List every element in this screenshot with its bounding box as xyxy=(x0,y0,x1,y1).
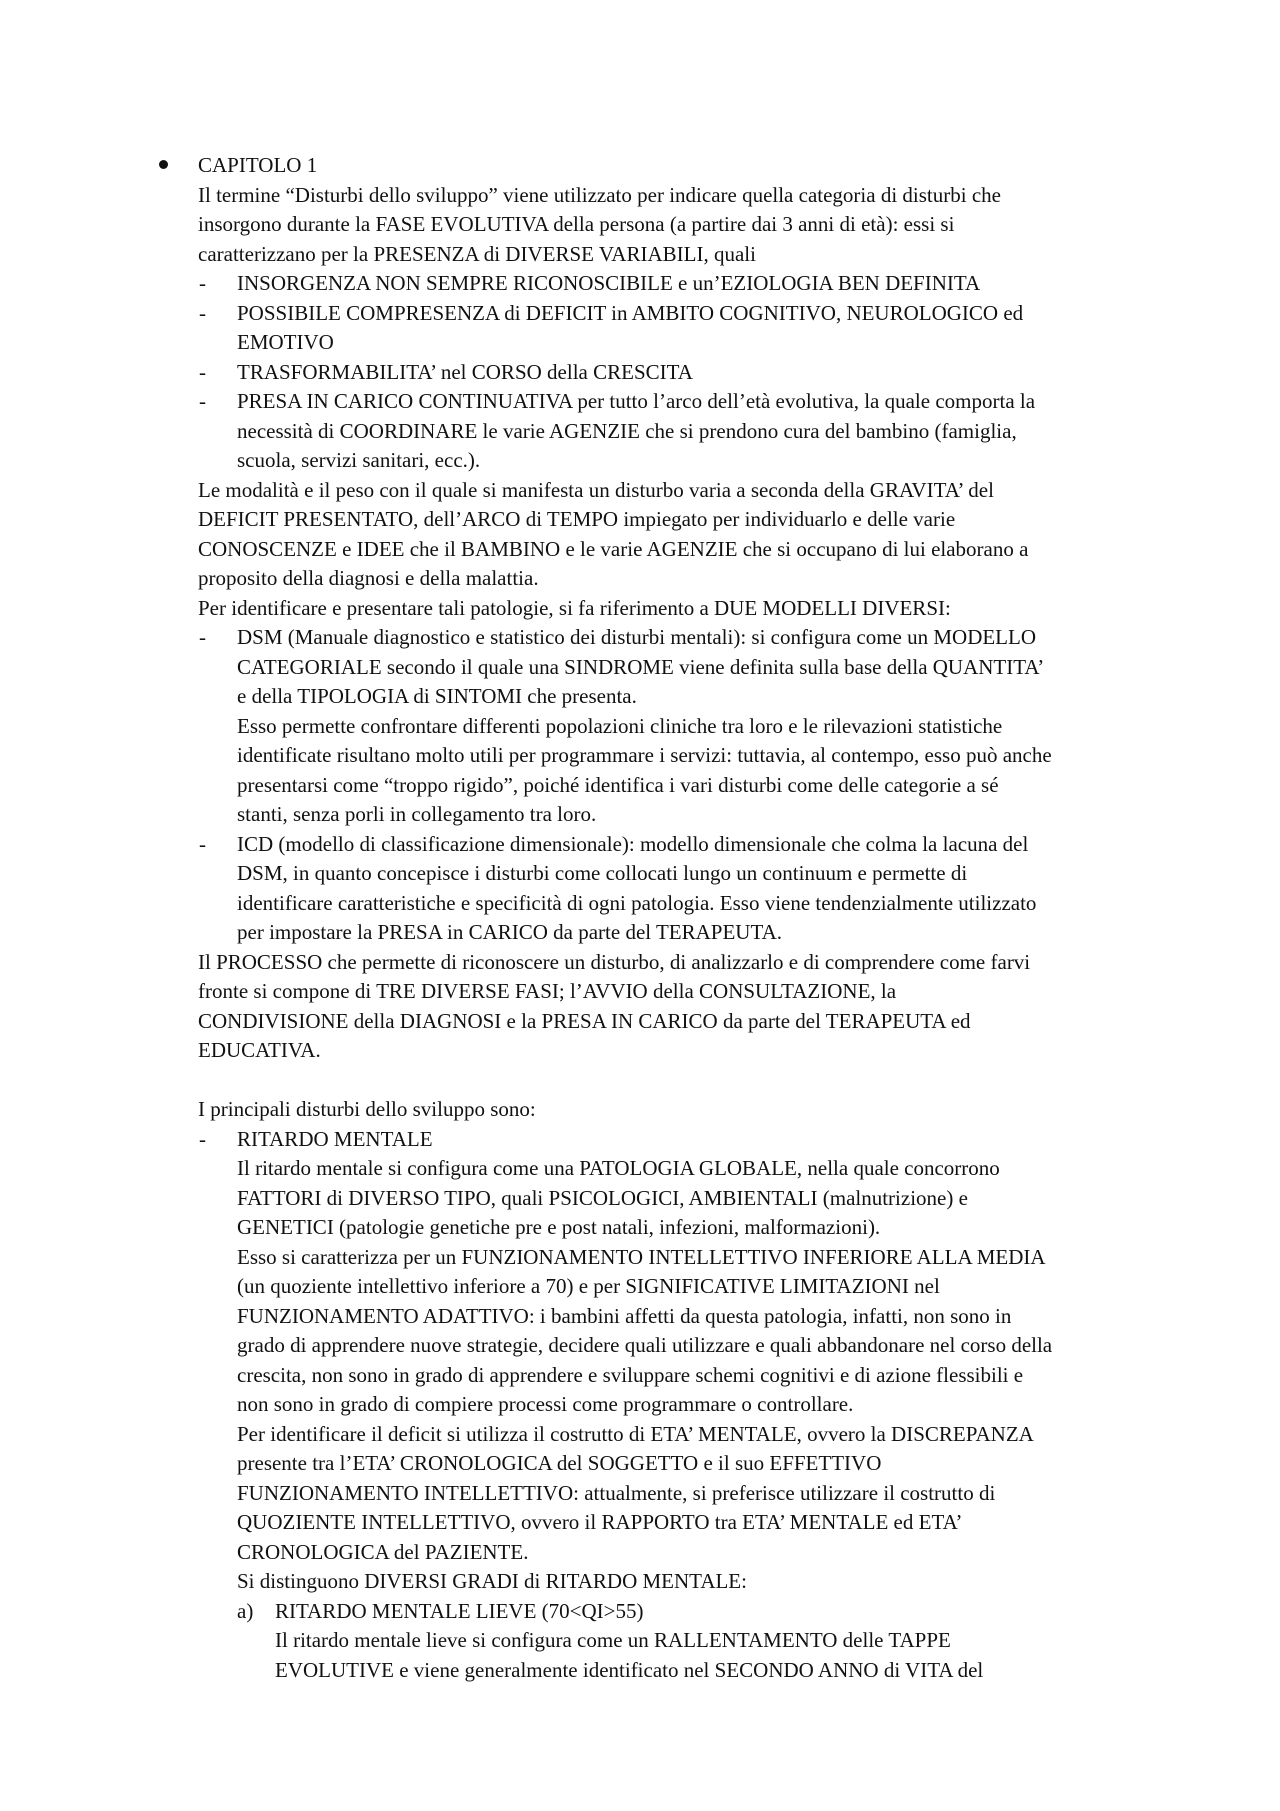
list-item-line: DSM (Manuale diagnostico e statistico dei disturbi mentali): si configura come un MODELLO xyxy=(237,625,1037,649)
list-item-line: DSM, in quanto concepisce i disturbi come collocati lungo un continuum e permette di xyxy=(237,861,968,885)
list-item-line: (un quoziente intellettivo inferiore a 70) e per SIGNIFICATIVE LIMITAZIONI nel xyxy=(237,1274,940,1298)
paragraph-line: Il PROCESSO che permette di riconoscere un disturbo, di analizzarlo e di comprendere come farvi xyxy=(198,949,1031,974)
list-item-line: TRASFORMABILITA’ nel CORSO della CRESCITA xyxy=(237,359,693,384)
paragraph-line: Per identificare e presentare tali patologie, si fa riferimento a DUE MODELLI DIVERSI: xyxy=(198,595,951,620)
disorder-title: RITARDO MENTALE xyxy=(237,1126,433,1151)
grade-line: EVOLUTIVE e viene generalmente identificato nel SECONDO ANNO di VITA del xyxy=(275,1657,984,1682)
list-item-line: FUNZIONAMENTO ADATTIVO: i bambini affetti da questa patologia, infatti, non sono in xyxy=(237,1303,1012,1328)
list-item-line: CATEGORIALE secondo il quale una SINDROME viene definita sulla base della QUANTITA’ xyxy=(237,654,1045,679)
paragraph-line: insorgono durante la FASE EVOLUTIVA della persona (a partire dai 3 anni di età): essi si xyxy=(198,212,955,236)
list-item-line: Esso si caratterizza per un FUNZIONAMENTO INTELLETTIVO INFERIORE ALLA MEDIA xyxy=(237,1244,1046,1269)
list-item-line: QUOZIENTE INTELLETTIVO, ovvero il RAPPORTO tra ETA’ MENTALE ed ETA’ xyxy=(237,1510,963,1534)
list-item-line: presente tra l’ETA’ CRONOLOGICA del SOGGETTO e il suo EFFETTIVO xyxy=(237,1451,882,1475)
paragraph-line: DEFICIT PRESENTATO, dell’ARCO di TEMPO impiegato per individuarlo e delle varie xyxy=(198,507,956,531)
list-item-line: FATTORI di DIVERSO TIPO, quali PSICOLOGICI, AMBIENTALI (malnutrizione) e xyxy=(237,1185,968,1210)
grade-marker: a) xyxy=(237,1598,254,1623)
dash-marker: - xyxy=(199,359,206,384)
dash-marker: - xyxy=(199,389,206,413)
dash-marker: - xyxy=(199,831,206,856)
paragraph-line: Le modalità e il peso con il quale si manifesta un disturbo varia a seconda della GRAVITA’ del xyxy=(198,477,994,502)
list-item-line: scuola, servizi sanitari, ecc.). xyxy=(237,448,481,472)
list-item-line: crescita, non sono in grado di apprendere e sviluppare schemi cognitivi e di azione flessibili e xyxy=(237,1362,1024,1387)
dash-marker: - xyxy=(199,300,206,325)
list-item-line: Il ritardo mentale si configura come una PATOLOGIA GLOBALE, nella quale concorrono xyxy=(237,1156,1000,1180)
list-item-line: Esso permette confrontare differenti popolazioni cliniche tra loro e le rilevazioni statistiche xyxy=(237,713,1003,738)
dash-marker: - xyxy=(199,1126,206,1151)
list-item-line: non sono in grado di compiere processi come programmare o controllare. xyxy=(237,1392,854,1416)
paragraph-line: I principali disturbi dello sviluppo sono: xyxy=(198,1097,536,1121)
paragraph-line: CONDIVISIONE della DIAGNOSI e la PRESA IN CARICO da parte del TERAPEUTA ed xyxy=(198,1008,971,1033)
list-item-line: FUNZIONAMENTO INTELLETTIVO: attualmente, si preferisce utilizzare il costrutto di xyxy=(237,1480,996,1505)
chapter-heading: CAPITOLO 1 xyxy=(198,153,318,177)
list-item-line: presentarsi come “troppo rigido”, poiché identifica i vari disturbi come delle categorie a sé xyxy=(237,772,999,797)
bullet-icon xyxy=(159,160,168,169)
list-item-line: ICD (modello di classificazione dimensionale): modello dimensionale che colma la lacuna del xyxy=(237,831,1029,856)
paragraph-line: caratterizzano per la PRESENZA di DIVERSE VARIABILI, quali xyxy=(198,241,756,266)
list-item-line: per impostare la PRESA in CARICO da parte del TERAPEUTA. xyxy=(237,920,783,944)
list-item-line: Si distinguono DIVERSI GRADI di RITARDO MENTALE: xyxy=(237,1569,747,1593)
list-item-line: stanti, senza porli in collegamento tra loro. xyxy=(237,802,597,826)
grade-title: RITARDO MENTALE LIEVE (70<QI>55) xyxy=(275,1598,644,1623)
dash-marker: - xyxy=(199,625,206,649)
list-item-line: grado di apprendere nuove strategie, decidere quali utilizzare e quali abbandonare nel corso della xyxy=(237,1333,1053,1357)
paragraph-line: CONOSCENZE e IDEE che il BAMBINO e le varie AGENZIE che si occupano di lui elaborano a xyxy=(198,536,1029,561)
list-item-line: EMOTIVO xyxy=(237,330,334,354)
grade-line: Il ritardo mentale lieve si configura come un RALLENTAMENTO delle TAPPE xyxy=(275,1628,951,1652)
list-item-line: e della TIPOLOGIA di SINTOMI che presenta. xyxy=(237,684,637,708)
paragraph-line: fronte si compone di TRE DIVERSE FASI; l’AVVIO della CONSULTAZIONE, la xyxy=(198,979,897,1003)
list-item-line: identificare caratteristiche e specificità di ogni patologia. Esso viene tendenzialmente utilizzato xyxy=(237,890,1037,915)
list-item-line: identificate risultano molto utili per programmare i servizi: tuttavia, al contempo, esso può anche xyxy=(237,743,1052,767)
list-item-line: GENETICI (patologie genetiche pre e post natali, infezioni, malformazioni). xyxy=(237,1215,881,1239)
dash-marker: - xyxy=(199,271,206,295)
list-item-line: Per identificare il deficit si utilizza il costrutto di ETA’ MENTALE, ovvero la DISCREPANZA xyxy=(237,1421,1034,1446)
list-item-line: POSSIBILE COMPRESENZA di DEFICIT in AMBITO COGNITIVO, NEUROLOGICO ed xyxy=(237,300,1024,325)
paragraph-line: Il termine “Disturbi dello sviluppo” viene utilizzato per indicare quella categoria di disturbi che xyxy=(198,182,1001,207)
list-item-line: CRONOLOGICA del PAZIENTE. xyxy=(237,1539,529,1564)
paragraph-line: EDUCATIVA. xyxy=(198,1038,321,1062)
list-item-line: PRESA IN CARICO CONTINUATIVA per tutto l’arco dell’età evolutiva, la quale comporta la xyxy=(237,389,1036,413)
list-item-line: INSORGENZA NON SEMPRE RICONOSCIBILE e un’EZIOLOGIA BEN DEFINITA xyxy=(237,271,981,295)
list-item-line: necessità di COORDINARE le varie AGENZIE che si prendono cura del bambino (famiglia, xyxy=(237,418,1017,443)
paragraph-line: proposito della diagnosi e della malattia. xyxy=(198,566,539,590)
